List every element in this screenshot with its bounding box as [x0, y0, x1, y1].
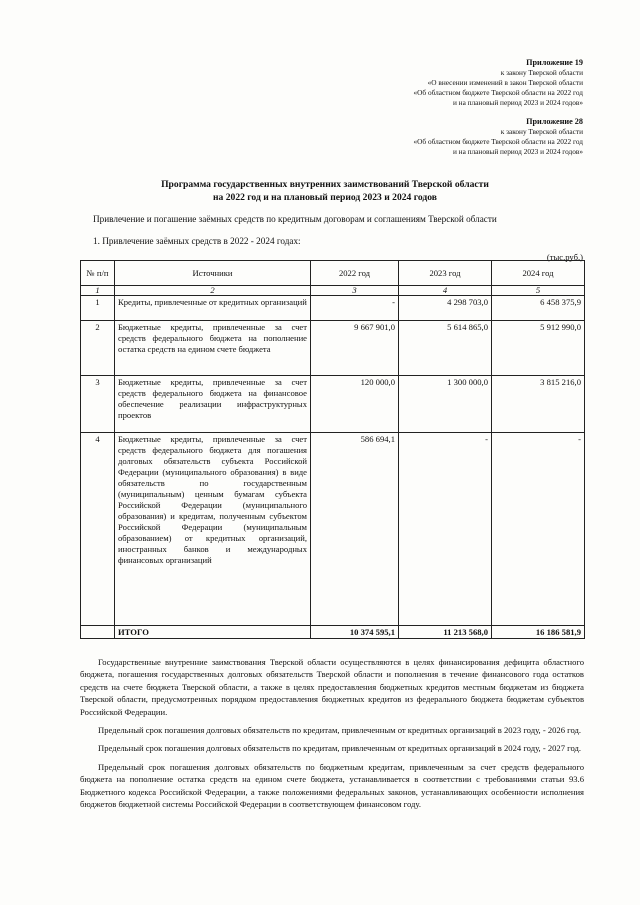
- appendix-line: «Об областном бюджете Тверской области на 2022 год: [413, 88, 583, 97]
- borrowing-table: [80, 260, 585, 639]
- table-header-row: [81, 261, 585, 286]
- row-2024: -: [492, 433, 585, 626]
- body-text: [80, 656, 584, 816]
- appendix-28-header: [414, 117, 583, 157]
- row-num: 3: [81, 376, 115, 433]
- paragraph: Предельный срок погашения долговых обязательств по бюджетным кредитам, привлеченным за счет средств федерального бюджета на пополнение остатка средств на едином счете бюджета, устанавливается в соответствии с требованиями статьи 93.6 Бюджетного кодекса Российской Федерации, а также положениями федеральных законов, устанавливающих особенности исполнения бюджетов бюджетной системы Российской Федерации в соответствующем финансовом году.: [80, 761, 584, 810]
- row-2023: -: [399, 433, 492, 626]
- row-2023: 1 300 000,0: [399, 376, 492, 433]
- appendix-title: Приложение 19: [526, 58, 583, 67]
- total-2024: 16 186 581,9: [492, 626, 585, 639]
- paragraph: Предельный срок погашения долговых обязательств по кредитам, привлеченным от кредитных организаций в 2024 году, - 2027 год.: [98, 743, 582, 754]
- appendix-line: и на плановый период 2023 и 2024 годов»: [452, 98, 583, 107]
- column-index: 3: [311, 286, 399, 296]
- appendix-line: и на плановый период 2023 и 2024 годов»: [452, 147, 583, 156]
- row-2022: -: [311, 296, 399, 321]
- header-2024: 2024 год: [492, 261, 585, 286]
- header-source: Источники: [115, 261, 311, 286]
- row-2024: 5 912 990,0: [492, 321, 585, 376]
- total-2022: 10 374 595,1: [311, 626, 399, 639]
- row-source: Бюджетные кредиты, привлеченные за счет средств федерального бюджета на пополнение остатка средств на едином счете бюджета: [115, 321, 311, 376]
- section-heading: 1. Привлечение заёмных средств в 2022 - 2024 годах:: [93, 236, 301, 246]
- appendix-line: «О внесении изменений в закон Тверской области: [427, 78, 583, 87]
- appendix-title: Приложение 28: [526, 117, 583, 126]
- paragraph: Предельный срок погашения долговых обязательств по кредитам, привлеченным от кредитных организаций в 2023 году, - 2026 год.: [98, 725, 582, 736]
- row-source: Кредиты, привлеченные от кредитных организаций: [115, 296, 311, 321]
- table-row: [81, 321, 585, 376]
- document-title: [80, 178, 570, 204]
- document-title-line: на 2022 год и на плановый период 2023 и 2024 годов: [213, 192, 437, 203]
- table-row: [81, 296, 585, 321]
- row-2023: 5 614 865,0: [399, 321, 492, 376]
- column-index: 2: [115, 286, 311, 296]
- table-row: [81, 376, 585, 433]
- document-title-line: Программа государственных внутренних заимствований Тверской области: [161, 179, 489, 190]
- row-2022: 120 000,0: [311, 376, 399, 433]
- row-2024: 6 458 375,9: [492, 296, 585, 321]
- units-label: (тыс.руб.): [546, 252, 583, 262]
- row-num: 2: [81, 321, 115, 376]
- row-num: 4: [81, 433, 115, 626]
- total-label: ИТОГО: [115, 626, 311, 639]
- appendix-line: «Об областном бюджете Тверской области на 2022 год: [413, 137, 583, 146]
- column-index-row: [81, 286, 585, 296]
- paragraph: Государственные внутренние заимствования Тверской области осуществляются в целях финансирования дефицита областного бюджета, погашения государственных долговых обязательств Тверской области и пополнения в течение финансового года остатков средств на счете бюджета Тверской области, а также в целях предоставления бюджетных кредитов местным бюджетам из бюджета Тверской области, предусмотренных порядком предоставления бюджетных кредитов из федерального бюджета бюджетам субъектов Российской Федерации.: [80, 657, 584, 717]
- header-2023: 2023 год: [399, 261, 492, 286]
- row-2024: 3 815 216,0: [492, 376, 585, 433]
- row-source: Бюджетные кредиты, привлеченные за счет средств федерального бюджета на финансовое обеспечение реализации инфраструктурных проектов: [115, 376, 311, 433]
- row-2022: 586 694,1: [311, 433, 399, 626]
- appendix-line: к закону Тверской области: [500, 68, 583, 77]
- row-2022: 9 667 901,0: [311, 321, 399, 376]
- header-num: № п/п: [81, 261, 115, 286]
- total-row: [81, 626, 585, 639]
- row-source: Бюджетные кредиты, привлеченные за счет средств федерального бюджета для погашения долговых обязательств субъекта Российской Федерации (муниципального образования) в виде обязательств по государственным (муниципальным) ценным бумагам субъекта Российской Федерации (муниципального образования) и кредитам, полученным субъектом Российской Федерации (муниципальным образованием) от кредитных организаций, иностранных банков и международных финансовых организаций: [115, 433, 311, 626]
- document-subtitle: Привлечение и погашение заёмных средств по кредитным договорам и соглашениям Тверской области: [93, 214, 497, 224]
- appendix-line: к закону Тверской области: [500, 127, 583, 136]
- column-index: 4: [399, 286, 492, 296]
- total-2023: 11 213 568,0: [399, 626, 492, 639]
- row-2023: 4 298 703,0: [399, 296, 492, 321]
- appendix-19-header: [414, 58, 583, 108]
- table-row: [81, 433, 585, 626]
- column-index: 5: [492, 286, 585, 296]
- column-index: 1: [81, 286, 115, 296]
- row-num: 1: [81, 296, 115, 321]
- header-2022: 2022 год: [311, 261, 399, 286]
- total-num-cell: [81, 626, 115, 639]
